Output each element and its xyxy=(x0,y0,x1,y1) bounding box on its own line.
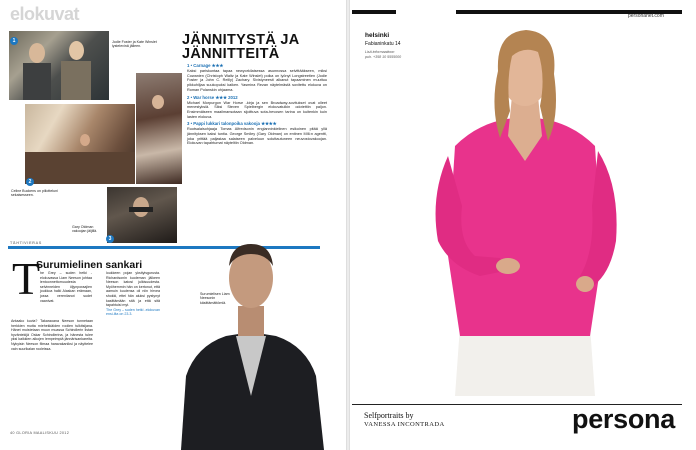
face-shape xyxy=(152,95,164,109)
page-footer: 40 GLORIA MAALISKUU 2012 xyxy=(10,431,70,435)
review-entry xyxy=(187,121,327,146)
hand-shape xyxy=(576,276,594,292)
neck-shape xyxy=(238,306,264,336)
photo-spy-scene xyxy=(107,187,177,243)
hand-shape xyxy=(496,258,520,274)
photo-caption: Gary Oldman vakoojan jäljillä. xyxy=(72,225,98,234)
figure-shape xyxy=(61,61,91,100)
photo-period-scene xyxy=(136,73,182,184)
section-label: elokuvat xyxy=(10,4,80,24)
feature-body-text: loukkeen pojan yksityisgurusta. Richardsonin kuoleman jälkeen Neeson katosi julkisuudesta. Myöhemmin hän on kertonut, että aamuin kuulensa oli niin hirvea shokki, ettei hän aluksi pystynyt kasittämään sitä ja että sitä tapahtuisi myt. xyxy=(106,271,160,308)
photo-number-badge: 2 xyxy=(26,178,34,186)
feature-body-text xyxy=(106,271,160,317)
glasses-shape xyxy=(129,207,153,212)
photo-carnage-scene xyxy=(9,31,109,100)
review-text: Kaksi pariskuntaa tapaa newyorkilaisessa asunnossa selvittääkseen, miksi Cowanien (Christoph Waltz ja Kate Winslet) poika on lyönyt Longstreetien (Jodie Foster ja John C. Reilly) Zachary. Sivistyneesti alkanut tapaaminen muuttuu pikkuhiljaa suukopuksi kaiken. Yasmina Rezan näytelmästä sovitettu elokuva on Roman Polanskin ohjaama. xyxy=(187,69,327,92)
face-shape xyxy=(69,41,84,60)
review-heading: 2 • War horse ★★★ 2012 xyxy=(187,94,238,100)
store-city: helsinki xyxy=(365,32,390,39)
store-phone: puh. +358 10 5555000 xyxy=(365,54,402,59)
article-title: JÄNNITYSTÄ JA JÄNNITTEITÄ xyxy=(182,32,299,62)
review-text: Ruotsalaisohjaaja Tomas Alfredsonin englanninkielinen esikoinen pitää yllä jännityksen kaksi tuntia. George Smiley (Gary Oldman) on entinen MI6:n agentti, joka yrittää paljastaa salaiseen palveluun soluttautuneen neuvostovakoojan. Elokuvan tapahtumat näyteltiin Oldman. xyxy=(187,127,327,146)
campaign-model-name: VANESSA INCONTRADA xyxy=(364,421,445,428)
feature-body-text: Antaako kuvia? Takaraoana Neeson tunnetaan herkkien mutta miehekkäiden roolien tulkitsijana. Hänet muistetaan muun muassa Schindlerin listan hyväntekijä Oskar Schindlerina, ja hänesta tulee yksi kaikkien aikojen lempeimpiä jännärisankareita. Nykyisin Neeson filmaa haravakaniksi ja näyttelee vain suurikalan rooleissa. xyxy=(11,319,93,351)
brand-logo: persona xyxy=(572,404,675,434)
review-heading: 3 • Pappi lukkari talonpoika vakooja ★★★★ xyxy=(187,121,277,127)
review-heading: 1 • Carnage ★★★ xyxy=(187,63,224,68)
feature-release-note: The Grey – suden hetki -elokuvan ensi-ilta on 23.3. xyxy=(106,307,160,317)
review-text: Michael Morpurgon War Horse -kirja ja sen Broadway-sovitukset ovat olleet menestyksiä. Siksi Steven Spielbergin elokuvatulkin odotettiin paljon. Ensimmäiseen maailmansotaan sijoittuva sota-hevosen tarina on kuitenkin kuin lasten elokuva. xyxy=(187,100,327,119)
face-shape xyxy=(29,43,45,63)
portrait-caption: Surumielisen Liam Neesonin käsittämättömiä. xyxy=(200,292,230,305)
photo-warhorse-scene xyxy=(25,104,135,184)
review-entry xyxy=(187,95,327,120)
drop-cap: T xyxy=(12,253,41,304)
store-info-line: Lisä informaatioon xyxy=(365,50,395,54)
page-gutter xyxy=(346,0,350,450)
photo-caption: Jodie Foster ja Kate Winslet lystelevinä jälleen. xyxy=(112,40,157,49)
brand-url: personanet.com xyxy=(628,13,664,19)
feature-body-text: he Grey – suden hetki -elokuvassa Liam Neeson johtaa lentoonnettomuudesta selvinneiden öljynporaajien joukkoa halki Alaskan erämaan, jossa vereniianot sudet vaanivat. xyxy=(40,271,92,303)
face-shape xyxy=(80,134,90,146)
store-info xyxy=(365,50,401,59)
figure-shape xyxy=(23,63,51,100)
review-entry xyxy=(187,63,327,93)
model-photo xyxy=(420,26,630,396)
section-kicker: TÄHTIVIERAS xyxy=(10,241,42,245)
photo-caption: Celine Buckens on piilotteluni sekaisesseen. xyxy=(11,189,58,198)
photo-number-badge: 3 xyxy=(106,235,114,243)
photo-number-badge: 1 xyxy=(10,37,18,45)
campaign-credit: Selfportraits by xyxy=(364,411,414,420)
actor-portrait xyxy=(176,236,326,450)
ground-shape xyxy=(25,152,135,184)
review-column xyxy=(187,63,327,148)
trousers-shape xyxy=(455,326,595,396)
store-address: Fabianinkatu 14 xyxy=(365,41,401,47)
feature-title: Surumielinen sankari xyxy=(36,259,143,271)
